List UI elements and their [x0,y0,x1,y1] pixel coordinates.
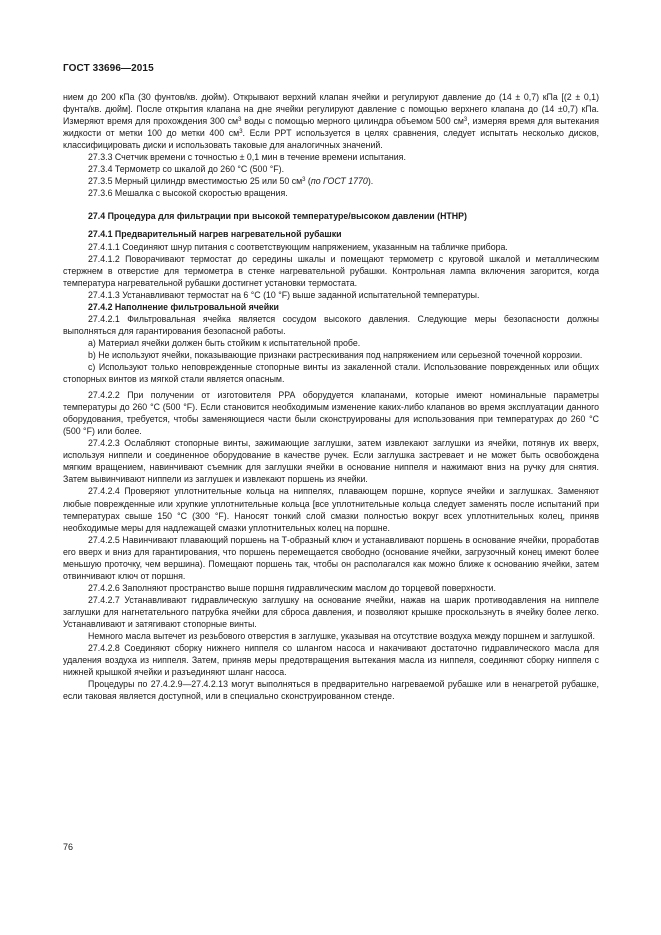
subsection-heading-27-4-2: 27.4.2 Наполнение фильтровальной ячейки [88,301,279,312]
paragraph-27-4-2-2: 27.4.2.2 При получении от изготовителя РРА оборудуется клапанами, которые имеют номинальные параметры температуры до 260 °С (500 °F). Если становится необходимым изменение каких-либо клапанов во время эксплуатации данного оборудования, требуется, чтобы заменяющиеся части были сконструированы для использования при температурах до 260 °С (500 °F) или более. [63,390,599,437]
paragraph-27-4-2-8: 27.4.2.8 Соединяют сборку нижнего ниппеля со шлангом насоса и накачивают достаточно гидравлического масла для удаления воздуха из ниппеля. Затем, приняв меры предотвращения вытекания масла из ниппеля, соединяют сборку ниппеля с нижней крышкой ячейки и разъединяют шланг насоса. [63,643,599,678]
section-heading-27-4: 27.4 Процедура для фильтрации при высокой температуре/высоком давлении (НТНР) [88,211,467,222]
paragraph-27-4-2-4: 27.4.2.4 Проверяют уплотнительные кольца на ниппелях, плавающем поршне, корпусе ячейки и заглушках. Заменяют любые поврежденные или хрупкие уплотнительные кольца [все уплотнительные кольца следует заменять после испытаний при температурах свыше 150 °С (300 °F). Наносят тонкий слой смазки полностью вокруг всех уплотнительных колец, приняв необходимые меры для надлежащей смазки уплотнительных колец на поршне. [63,486,599,533]
paragraph-27-4-2-6: 27.4.2.6 Заполняют пространство выше поршня гидравлическим маслом до торцевой поверхности. [88,582,496,593]
paragraph-27-4-2-7: 27.4.2.7 Устанавливают гидравлическую заглушку на основание ячейки, нажав на шарик противодавления на ниппеле заглушки для нагнетательного патрубка ячейки для сброса давления, и позволяют крышке проскользнуть в ячейку более легко. Устанавливают и затягивают стопорные винты. [63,594,599,629]
paragraph-27-4-2-1: 27.4.2.1 Фильтровальная ячейка является сосудом высокого давления. Следующие меры безопасности должны выполняться для гарантирования безопасной работы. [63,313,599,336]
paragraph-oil-note: Немного масла вытечет из резьбового отверстия в заглушке, указывая на отсутствие воздуха между поршнем и заглушкой. [88,631,595,642]
item-27-3-3: 27.3.3 Счетчик времени с точностью ± 0,1 мин в течение времени испытания. [88,152,406,163]
paragraph-continuation: нием до 200 кПа (30 фунтов/кв. дюйм). Открывают верхний клапан ячейки и регулируют давление до (14 ± 0,7) кПа [(2 ± 0,1) фунта/кв. дюйм]. После открытия клапана на дне ячейки регулируют давление с помощью верхнего клапана до (14 ±0,7) кПа. Измеряют время для прохождения 300 $см^3$ воды с помощью мерного цилиндра объемом 500 $см^3$, измеряя время для вытекания жидкости от метки 100 до метки 400 $см^3$. Если PPT используется в целях сравнения, следует испытать несколько дисков, классифицировать диски и использовать таковые для аналогичных значений. [63,92,599,151]
document-body [63,91,599,702]
item-27-3-5: 27.3.5 Мерный цилиндр вместимостью 25 или 50 $см^3$ (по ГОСТ 1770). [88,176,374,187]
item-27-3-6: 27.3.6 Мешалка с высокой скоростью вращения. [88,188,288,199]
standard-header: ГОСТ 33696—2015 [63,63,154,74]
list-item-b: b) Не используют ячейки, показывающие признаки растрескивания под напряжением или серьезной точечной коррозии. [88,349,583,360]
standard-reference: по ГОСТ 1770 [310,176,368,187]
paragraph-27-4-1-1: 27.4.1.1 Соединяют шнур питания с соответствующим напряжением, указанным на табличке прибора. [88,241,508,252]
item-27-3-4: 27.3.4 Термометр со шкалой до 260 °С (500 °F). [88,164,285,175]
page-number: 76 [63,842,74,852]
paragraph-27-4-1-3: 27.4.1.3 Устанавливают термостат на 6 °С (10 °F) выше заданной испытательной температуры. [88,289,480,300]
subsection-heading-27-4-1: 27.4.1 Предварительный нагрев нагревательной рубашки [88,229,342,240]
list-item-c: с) Используют только неповрежденные стопорные винты из закаленной стали. Использование поврежденных или общих стопорных винтов из мягкой стали является опасным. [63,361,599,385]
paragraph-final: Процедуры по 27.4.2.9—27.4.2.13 могут выполняться в предварительно нагреваемой рубашке или в ненагретой рубашке, если таковая является доступной, или в специально сконструированном стенде. [63,679,599,702]
paragraph-27-4-1-2: 27.4.1.2 Поворачивают термостат до середины шкалы и помещают термометр с круговой шкалой и металлическим стержнем в отверстие для термометра в стенке нагревательной рубашки. Контрольная лампа включения загорится, когда температура нагревательной рубашки достигнет установки термостата. [63,253,599,288]
list-item-a: a) Материал ячейки должен быть стойким к испытательной пробе. [88,337,361,348]
paragraph-27-4-2-3: 27.4.2.3 Ослабляют стопорные винты, зажимающие заглушки, затем извлекают заглушки из ячейки, потянув их вверх, используя ниппели и соединенное оборудование в качестве ручек. Если заглушка застревает и не может быть освобождена мягким вращением, навинчивают съемник для заглушки ячейки в основание ниппеля и нажимают вниз на ручку для снятия. Затем вывинчивают ниппели из заглушек и извлекают поршень из ячейки. [63,438,599,485]
paragraph-27-4-2-5: 27.4.2.5 Навинчивают плавающий поршень на Т-образный ключ и устанавливают поршень в основание ячейки, проработав его вверх и вниз для гарантирования, что поршень перемещается свободно (основание ячейки, загрузочный конец имеют более меньшую проточку, чем вершина). Помещают поршень так, чтобы он располагался как можно ближе к основанию ячейки, затем отвинчивают ключ от поршня. [63,534,599,581]
